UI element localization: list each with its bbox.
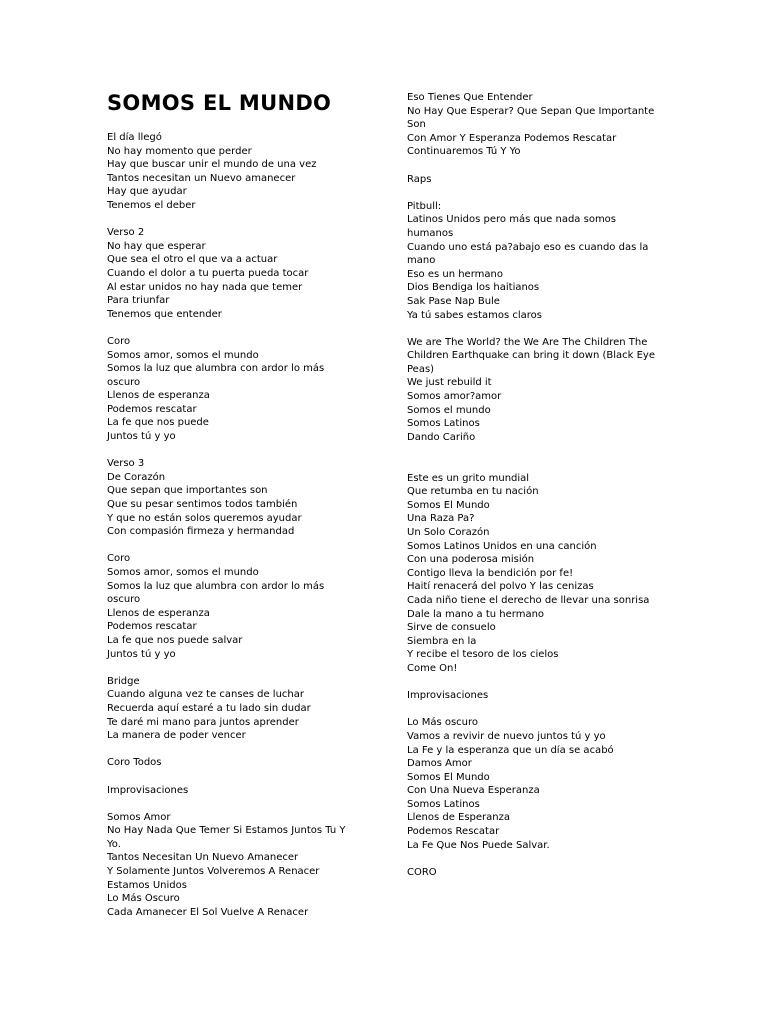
- lyric-line: Con una poderosa misión: [407, 554, 535, 566]
- lyric-line: Improvisaciones: [107, 784, 189, 796]
- lyric-line: Sirve de consuelo: [407, 622, 496, 634]
- blank-line: [107, 539, 377, 553]
- blank-line: [407, 159, 669, 173]
- lyric-line: Somos la luz que alumbra con ardor lo más: [107, 363, 325, 375]
- lyric-line: Vamos a revivir de nuevo juntos tú y yo: [407, 730, 606, 742]
- lyric-line: Y que no están solos queremos ayudar: [107, 512, 302, 524]
- lyric-line: Tantos Necesitan Un Nuevo Amanecer: [107, 852, 299, 864]
- blank-line: [407, 676, 669, 690]
- lyric-line: No hay momento que perder: [107, 145, 252, 157]
- lyric-line: Come On!: [407, 662, 458, 674]
- lyric-line: Somos amor, somos el mundo: [107, 567, 259, 578]
- lyric-line: Llenos de esperanza: [107, 607, 210, 619]
- lyric-line: Para triunfar: [107, 295, 170, 307]
- lyric-line: Dale la mano a tu hermano: [407, 608, 545, 620]
- lyric-line: La Fe y la esperanza que un día se acabó: [407, 744, 614, 756]
- lyric-line: Somos el mundo: [407, 404, 491, 416]
- lyric-line: Peas): [407, 363, 435, 375]
- lyric-line: Verso 3: [107, 458, 145, 470]
- lyric-line: Somos la luz que alumbra con ardor lo más: [107, 580, 325, 592]
- blank-line: [407, 444, 669, 458]
- lyric-line: Somos amor, somos el mundo: [107, 349, 259, 361]
- lyric-line: oscuro: [107, 594, 141, 606]
- lyric-line: Que sea el otro el que va a actuar: [107, 254, 278, 266]
- lyric-line: Cuando uno está pa?abajo eso es cuando das la: [407, 241, 649, 253]
- lyric-line: Dando Cariño: [407, 431, 476, 443]
- lyric-line: La manera de poder vencer: [107, 730, 246, 742]
- blank-line: [107, 444, 377, 458]
- lyric-line: Continuaremos Tú Y Yo: [407, 146, 521, 158]
- lyric-line: CORO: [407, 866, 437, 878]
- lyric-line: Un Solo Corazón: [407, 527, 490, 538]
- lyric-line: Hay que buscar unir el mundo de una vez: [107, 159, 317, 171]
- lyric-line: Tenemos el deber: [107, 199, 196, 211]
- lyric-line: Cuando alguna vez te canses de luchar: [107, 689, 305, 701]
- lyric-line: Yo.: [107, 838, 121, 850]
- blank-line: [407, 186, 669, 200]
- blank-line: [407, 852, 669, 866]
- left-lyrics: [107, 131, 377, 919]
- lyric-line: Cada niño tiene el derecho de llevar una sonrisa: [407, 594, 650, 606]
- lyric-line: We are The World? the We Are The Children The: [407, 336, 648, 348]
- lyric-line: Con Una Nueva Esperanza: [407, 785, 540, 797]
- lyric-line: Que su pesar sentimos todos también: [107, 499, 298, 511]
- blank-line: [107, 321, 377, 335]
- lyric-line: Somos Amor: [107, 811, 171, 823]
- blank-line: [407, 322, 669, 336]
- lyric-line: Llenos de esperanza: [107, 390, 210, 402]
- lyric-line: Haití renacerá del polvo Y las cenizas: [407, 581, 594, 593]
- blank-line: [107, 661, 377, 675]
- lyric-line: La fe que nos puede salvar: [107, 634, 243, 646]
- blank-line: [107, 213, 377, 227]
- lyric-line: Podemos Rescatar: [407, 826, 500, 838]
- lyric-line: La Fe Que Nos Puede Salvar.: [407, 839, 550, 851]
- lyric-line: Tenemos que entender: [107, 308, 222, 320]
- lyric-line: Y recibe el tesoro de los cielos: [407, 649, 559, 661]
- lyric-line: No Hay Que Esperar? Que Sepan Que Importante: [407, 105, 655, 117]
- lyric-line: Juntos tú y yo: [107, 648, 176, 660]
- blank-line: [407, 458, 669, 472]
- lyric-line: Somos Latinos: [407, 418, 480, 430]
- lyric-line: Juntos tú y yo: [107, 431, 176, 443]
- lyric-line: Somos El Mundo: [407, 499, 490, 511]
- lyric-line: Cuando el dolor a tu puerta pueda tocar: [107, 267, 309, 279]
- lyric-line: Recuerda aquí estaré a tu lado sin dudar: [107, 702, 311, 714]
- lyric-line: Al estar unidos no hay nada que temer: [107, 281, 303, 293]
- lyric-line: Improvisaciones: [407, 690, 489, 702]
- lyric-line: Somos Latinos: [407, 798, 480, 810]
- lyric-line: Y Solamente Juntos Volveremos A Renacer: [107, 866, 320, 878]
- lyric-line: Raps: [407, 173, 432, 185]
- lyric-line: Con Amor Y Esperanza Podemos Rescatar: [407, 132, 617, 144]
- blank-line: [407, 703, 669, 717]
- lyric-line: Coro Todos: [107, 757, 162, 769]
- lyric-line: Coro: [107, 335, 131, 347]
- lyric-line: No Hay Nada Que Temer Si Estamos Juntos Tu Y: [107, 825, 346, 837]
- blank-line: [107, 797, 377, 811]
- lyric-line: Latinos Unidos pero más que nada somos: [407, 214, 617, 226]
- lyric-line: Lo Más Oscuro: [107, 893, 180, 905]
- lyric-line: mano: [407, 255, 436, 267]
- lyric-line: Te daré mi mano para juntos aprender: [107, 716, 299, 728]
- lyric-line: Con compasión firmeza y hermandad: [107, 526, 295, 538]
- lyric-line: oscuro: [107, 376, 141, 388]
- lyric-line: El día llegó: [107, 132, 162, 143]
- lyric-line: Lo Más oscuro: [407, 717, 479, 729]
- lyric-line: Una Raza Pa?: [407, 513, 475, 525]
- lyric-line: Que retumba en tu nación: [407, 486, 539, 498]
- lyric-line: De Corazón: [107, 471, 166, 483]
- lyric-line: Llenos de Esperanza: [407, 812, 511, 824]
- lyric-line: Damos Amor: [407, 758, 472, 770]
- lyric-line: Hay que ayudar: [107, 186, 187, 198]
- blank-line: [107, 770, 377, 784]
- right-lyrics: [407, 91, 669, 879]
- lyric-line: Estamos Unidos: [107, 879, 187, 891]
- lyric-line: Sak Pase Nap Bule: [407, 295, 500, 307]
- lyric-line: Este es un grito mundial: [407, 472, 530, 484]
- lyric-line: We just rebuild it: [407, 377, 492, 389]
- blank-line: [107, 743, 377, 757]
- lyric-line: Eso es un hermano: [407, 268, 503, 280]
- lyric-line: Que sepan que importantes son: [107, 485, 268, 497]
- lyric-line: Tantos necesitan un Nuevo amanecer: [107, 172, 296, 184]
- lyric-line: Siembra en la: [407, 635, 477, 647]
- lyric-line: Somos El Mundo: [407, 771, 490, 783]
- lyric-line: Son: [407, 119, 426, 131]
- lyric-line: Podemos rescatar: [107, 621, 197, 633]
- lyric-line: Coro: [107, 553, 131, 565]
- lyric-line: La fe que nos puede: [107, 417, 209, 429]
- lyric-line: Dios Bendiga los haitianos: [407, 282, 540, 294]
- lyric-line: Ya tú sabes estamos claros: [407, 309, 542, 321]
- lyric-line: Children Earthquake can bring it down (Black Eye: [407, 350, 655, 362]
- lyric-line: No hay que esperar: [107, 240, 206, 252]
- lyric-line: Podemos rescatar: [107, 403, 197, 415]
- lyric-line: Cada Amanecer El Sol Vuelve A Renacer: [107, 906, 309, 918]
- lyric-line: Eso Tienes Que Entender: [407, 92, 533, 103]
- lyric-line: humanos: [407, 227, 454, 239]
- lyric-line: Somos amor?amor: [407, 391, 502, 403]
- lyric-line: Somos Latinos Unidos en una canción: [407, 540, 597, 552]
- page-title: SOMOS EL MUNDO: [107, 91, 332, 115]
- lyric-line: Bridge: [107, 675, 140, 687]
- lyric-line: Contigo lleva la bendición por fe!: [407, 567, 574, 579]
- lyric-line: Pitbull:: [407, 200, 442, 212]
- lyric-line: Verso 2: [107, 227, 145, 239]
